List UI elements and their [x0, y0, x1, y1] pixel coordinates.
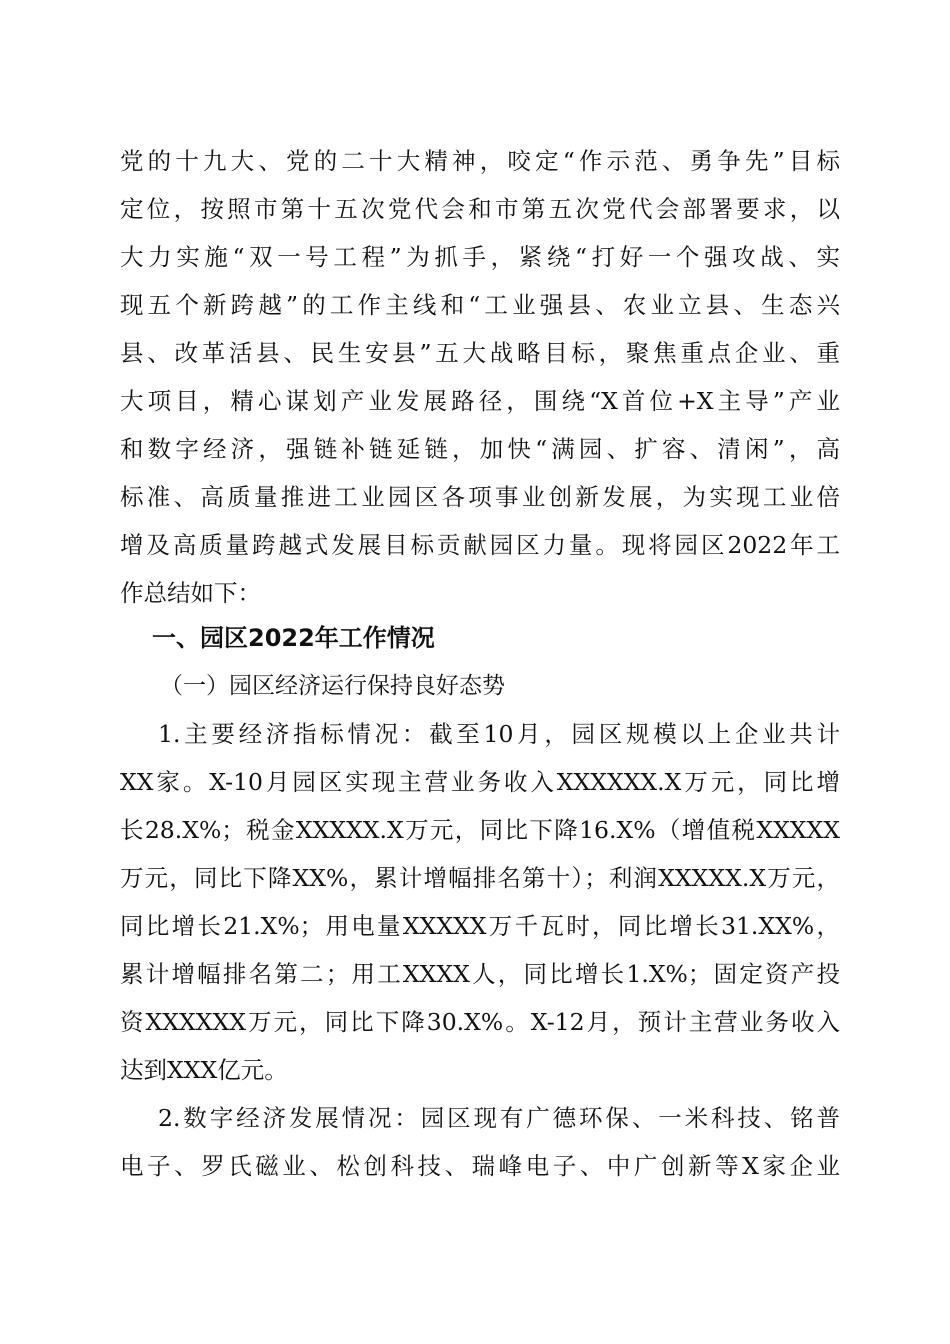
intro-line-5: 县、改革活县、民生安县”五大战略目标，聚焦重点企业、重 [120, 339, 840, 367]
para1-line-5: 同比增长21.X%；用电量XXXXX万千瓦时，同比增长31.XX%， [120, 912, 840, 940]
intro-line-10: 作总结如下： [120, 579, 261, 607]
para1-line-6: 累计增幅排名第二；用工XXXX人，同比增长1.X%；固定资产投 [120, 960, 840, 988]
para1-line-4: 万元，同比下降XX%，累计增幅排名第十）；利润XXXXX.X万元， [120, 864, 840, 892]
subsection-heading: （一）园区经济运行保持良好态势 [160, 673, 505, 699]
para2-line-2: 电子、罗氏磁业、松创科技、瑞峰电子、中广创新等X家企业 [120, 1152, 840, 1180]
intro-line-1: 党的十九大、党的二十大精神，咬定“作示范、勇争先”目标 [120, 147, 840, 175]
intro-line-7: 和数字经济，强链补链延链，加快“满园、扩容、清闲”，高 [120, 435, 840, 463]
para2-line-1: 2.数字经济发展情况：园区现有广德环保、一米科技、铭普 [158, 1104, 840, 1132]
para1-line-2: XX家。X-10月园区实现主营业务收入XXXXXX.X万元，同比增 [120, 768, 840, 796]
intro-line-8: 标准、高质量推进工业园区各项事业创新发展，为实现工业倍 [120, 483, 840, 511]
intro-line-3: 大力实施“双一号工程”为抓手，紧绕“打好一个强攻战、实 [120, 243, 840, 271]
para1-line-8: 达到XXX亿元。 [120, 1056, 288, 1084]
section-heading: 一、园区2022年工作情况 [152, 624, 435, 652]
intro-line-4: 现五个新跨越”的工作主线和“工业强县、农业立县、生态兴 [120, 291, 840, 319]
intro-line-2: 定位，按照市第十五次党代会和市第五次党代会部署要求，以 [120, 195, 840, 223]
intro-line-6: 大项目，精心谋划产业发展路径，围绕“X首位+X主导”产业 [120, 387, 840, 415]
para1-line-1: 1.主要经济指标情况：截至10月，园区规模以上企业共计 [158, 720, 840, 748]
intro-line-9: 增及高质量跨越式发展目标贡献园区力量。现将园区2022年工 [120, 531, 840, 559]
para1-line-3: 长28.X%；税金XXXXX.X万元，同比下降16.X%（增值税XXXXX [120, 816, 840, 844]
para1-line-7: 资XXXXXX万元，同比下降30.X%。X-12月，预计主营业务收入 [120, 1008, 840, 1036]
